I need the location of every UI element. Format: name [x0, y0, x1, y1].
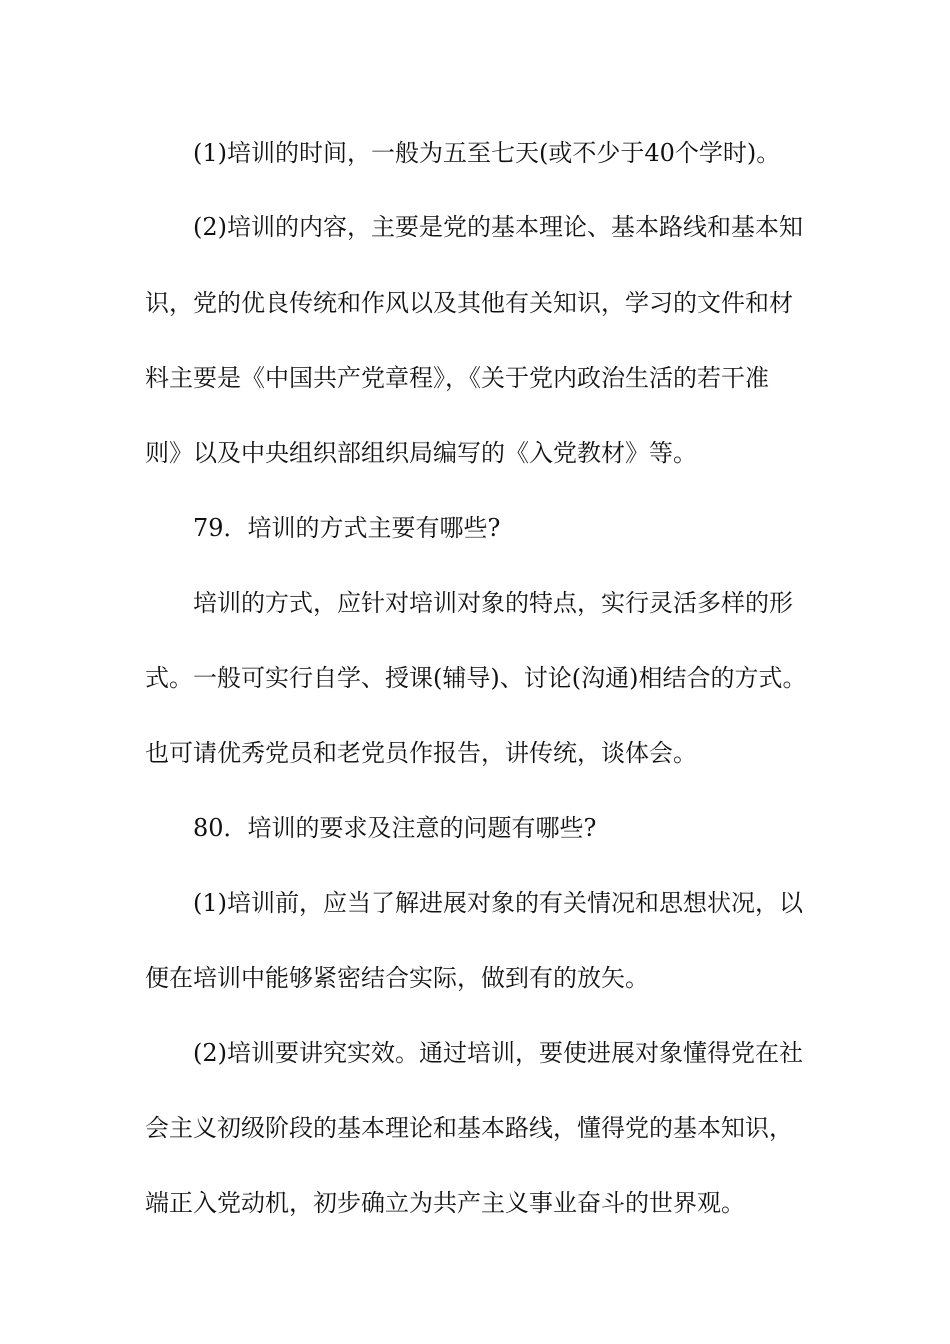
text-line: (1)培训的时间，一般为五至七天(或不少于40个学时)。 [193, 139, 781, 167]
text-line: 也可请优秀党员和老党员作报告，讲传统，谈体会。 [145, 739, 697, 767]
text-line: 培训的方式，应针对培训对象的特点，实行灵活多样的形 [193, 589, 793, 617]
text-line: 识，党的优良传统和作风以及其他有关知识，学习的文件和材 [145, 289, 793, 317]
text-line: 端正入党动机，初步确立为共产主义事业奋斗的世界观。 [145, 1189, 745, 1217]
text-line: 料主要是《中国共产党章程》，《关于党内政治生活的若干准 [145, 364, 769, 392]
question-heading: 80．培训的要求及注意的问题有哪些? [193, 814, 597, 842]
text-line: 则》以及中央组织部组织局编写的《入党教材》等。 [145, 439, 697, 467]
text-line: (2)培训的内容，主要是党的基本理论、基本路线和基本知 [193, 213, 803, 241]
text-line: 式。一般可实行自学、授课(辅导)、讨论(沟通)相结合的方式。 [145, 664, 807, 692]
text-line: (2)培训要讲究实效。通过培训，要使进展对象懂得党在社 [193, 1039, 803, 1067]
text-line: 会主义初级阶段的基本理论和基本路线，懂得党的基本知识， [145, 1114, 793, 1142]
question-heading: 79．培训的方式主要有哪些? [193, 514, 501, 542]
text-line: (1)培训前，应当了解进展对象的有关情况和思想状况，以 [193, 889, 803, 917]
text-line: 便在培训中能够紧密结合实际，做到有的放矢。 [145, 964, 649, 992]
